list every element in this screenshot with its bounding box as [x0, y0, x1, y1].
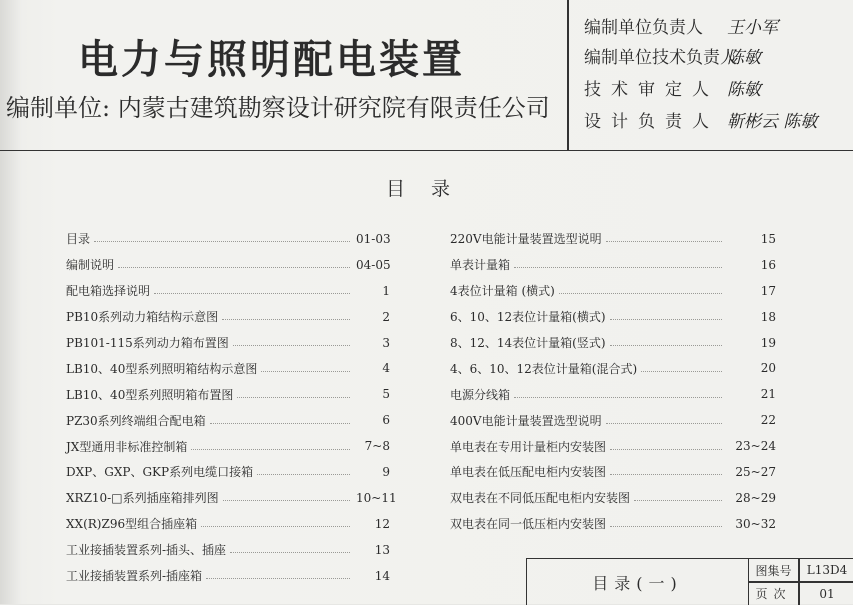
toc-entry[interactable] — [450, 226, 776, 252]
dot-leader — [610, 319, 722, 320]
toc-entry-label: JX型通用非标准控制箱 — [66, 439, 188, 454]
toc-entry-page: 12 — [374, 516, 390, 531]
toc-entry[interactable] — [450, 459, 776, 485]
toc-entry-page: 14 — [374, 568, 390, 583]
dot-leader — [230, 552, 350, 553]
signature-row — [584, 104, 817, 134]
toc-entry-page: 17 — [760, 283, 776, 298]
toc-entry-label: 单表计量箱 — [450, 258, 511, 273]
toc-entry-page: 01-03 — [356, 231, 391, 246]
toc-entry-label: XX(R)Z96型组合插座箱 — [66, 517, 198, 532]
toc-entry[interactable] — [66, 537, 390, 563]
toc-entry-page: 1 — [382, 283, 390, 298]
title-block — [526, 558, 853, 605]
dot-leader — [514, 397, 722, 398]
signature-name: 靳彬云 陈敏 — [727, 111, 818, 132]
dot-leader — [634, 500, 722, 501]
toc-entry-label: DXP、GXP、GKP系列电缆口接箱 — [66, 465, 254, 480]
toc-entry-label: PZ30系列终端组合配电箱 — [66, 413, 206, 428]
toc-entry-page: 10~11 — [356, 490, 397, 505]
toc-entry-label: PB10系列动力箱结构示意图 — [66, 310, 219, 325]
toc-entry-page: 18 — [760, 309, 776, 324]
dot-leader — [610, 474, 722, 475]
toc-entry[interactable] — [450, 355, 776, 381]
dot-leader — [210, 423, 350, 424]
header-block — [0, 0, 853, 151]
toc-entry[interactable] — [450, 278, 776, 304]
toc-entry-page: 23~24 — [735, 439, 776, 454]
toc-entry[interactable] — [66, 459, 390, 485]
toc-left-column — [66, 226, 397, 588]
dot-leader — [118, 267, 350, 268]
toc-entry-label: 8、12、14表位计量箱(竖式) — [450, 336, 606, 350]
toc-entry[interactable] — [66, 433, 390, 459]
dot-leader — [610, 526, 722, 527]
toc-entry-page: 20 — [760, 361, 776, 376]
toc-entry[interactable] — [66, 563, 390, 589]
toc-entry[interactable] — [66, 278, 390, 304]
dot-leader — [610, 449, 722, 450]
dot-leader — [191, 449, 350, 450]
toc-entry-label: 4表位计量箱 (横式) — [450, 284, 555, 299]
dot-leader — [641, 371, 722, 372]
dot-leader — [559, 293, 722, 294]
signature-name: 陈敏 — [727, 79, 761, 100]
signature-role: 编制单位技术负责人 — [584, 47, 737, 68]
dot-leader — [257, 474, 350, 475]
signature-row — [584, 10, 778, 40]
toc-entry-label: 6、10、12表位计量箱(横式) — [450, 310, 606, 325]
toc-heading: 目录 — [386, 178, 477, 200]
toc-entry-label: 工业接插装置系列-插头、插座 — [66, 543, 227, 558]
toc-entry-label: 工业接插装置系列-插座箱 — [66, 569, 203, 584]
header-divider — [567, 0, 569, 150]
atlas-number: L13D4 — [806, 563, 848, 577]
toc-entry-label: LB10、40型系列照明箱布置图 — [66, 387, 234, 402]
toc-entry[interactable] — [66, 226, 390, 252]
toc-entry-page: 13 — [374, 542, 390, 557]
atlas-label: 图集号 — [755, 563, 792, 578]
toc-entry-label: LB10、40型系列照明箱结构示意图 — [66, 361, 258, 376]
signature-role: 技术审定人 — [584, 79, 719, 100]
toc-entry-page: 25~27 — [735, 464, 776, 479]
signature-role: 编制单位负责人 — [584, 17, 703, 38]
toc-entry-page: 21 — [760, 387, 776, 402]
toc-entry[interactable] — [450, 330, 776, 356]
toc-entry[interactable] — [66, 355, 390, 381]
toc-entry-page: 15 — [760, 231, 776, 246]
toc-entry-page: 2 — [382, 309, 390, 324]
toc-entry-label: 400V电能计量装置选型说明 — [450, 413, 602, 428]
signature-name: 王小军 — [727, 17, 778, 38]
toc-entry-label: 编制说明 — [66, 258, 115, 273]
toc-entry-page: 22 — [760, 413, 776, 428]
toc-entry-page: 30~32 — [735, 516, 776, 531]
dot-leader — [154, 293, 350, 294]
dot-leader — [261, 371, 350, 372]
toc-entry-label: XRZ10-□系列插座箱排列图 — [66, 491, 219, 506]
page-number: 01 — [819, 586, 835, 601]
toc-entry[interactable] — [450, 252, 776, 278]
dot-leader — [222, 319, 350, 320]
dot-leader — [237, 397, 350, 398]
toc-entry[interactable] — [450, 407, 776, 433]
toc-entry[interactable] — [450, 511, 776, 537]
toc-entry-label: 双电表在不同低压配电柜内安装图 — [450, 491, 631, 506]
signature-name: 陈敏 — [727, 47, 761, 68]
toc-entry[interactable] — [66, 511, 390, 537]
toc-entry[interactable] — [66, 485, 397, 511]
toc-entry-page: 16 — [760, 257, 776, 272]
dot-leader — [94, 241, 350, 242]
signature-row — [584, 72, 761, 102]
dot-leader — [201, 526, 350, 527]
dot-leader — [223, 500, 350, 501]
toc-entry-page: 9 — [382, 464, 390, 479]
signature-role: 设计负责人 — [584, 111, 719, 132]
dot-leader — [606, 241, 722, 242]
page-label: 页次 — [755, 587, 792, 601]
toc-entry-page: 19 — [760, 335, 776, 350]
toc-entry-page: 4 — [382, 361, 390, 376]
toc-entry-page: 28~29 — [735, 490, 776, 505]
toc-entry[interactable] — [450, 485, 776, 511]
page-title: 电力与照明配电装置 — [78, 37, 465, 83]
toc-entry[interactable] — [66, 304, 390, 330]
toc-entry-page: 04-05 — [356, 257, 391, 272]
dot-leader — [606, 423, 722, 424]
organization-line: 编制单位: 内蒙古建筑勘察设计研究院有限责任公司 — [6, 94, 550, 122]
toc-entry[interactable] — [450, 381, 776, 407]
toc-entry-page: 3 — [382, 335, 390, 350]
signature-row — [584, 40, 761, 70]
toc-entry-label: 配电箱选择说明 — [66, 284, 151, 299]
toc-entry-label: 220V电能计量装置选型说明 — [450, 232, 602, 247]
toc-right-column — [450, 226, 776, 537]
dot-leader — [206, 578, 350, 579]
toc-entry[interactable] — [450, 304, 776, 330]
toc-entry[interactable] — [66, 330, 390, 356]
dot-leader — [233, 345, 350, 346]
toc-entry-label: 单电表在专用计量柜内安装图 — [450, 439, 607, 454]
toc-entry-label: 目录 — [66, 232, 91, 247]
title-block-caption: 目录(一) — [527, 559, 749, 605]
toc-entry-label: 电源分线箱 — [450, 387, 511, 402]
toc-entry[interactable] — [66, 381, 390, 407]
dot-leader — [514, 267, 722, 268]
toc-entry-page: 7~8 — [364, 439, 390, 454]
toc-entry-label: PB101-115系列动力箱布置图 — [66, 336, 229, 350]
toc-entry-label: 4、6、10、12表位计量箱(混合式) — [450, 361, 638, 376]
toc-entry[interactable] — [66, 252, 390, 278]
toc-entry[interactable] — [66, 407, 390, 433]
toc-entry-page: 5 — [382, 387, 390, 402]
dot-leader — [610, 345, 722, 346]
toc-entry-label: 单电表在低压配电柜内安装图 — [450, 465, 607, 480]
toc-entry[interactable] — [450, 433, 776, 459]
toc-entry-page: 6 — [382, 413, 390, 428]
toc-entry-label: 双电表在同一低压柜内安装图 — [450, 517, 607, 532]
